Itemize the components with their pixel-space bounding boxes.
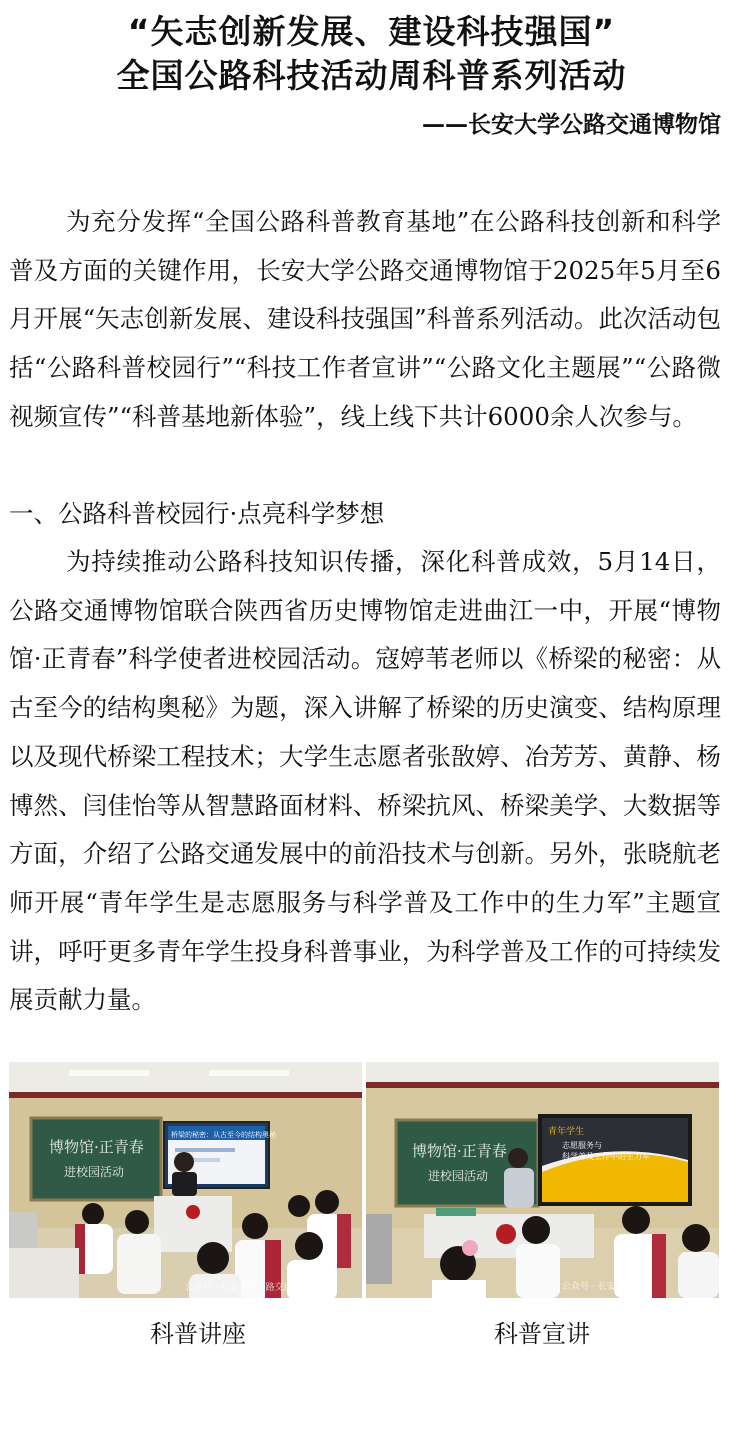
article-title-line2: 全国公路科技活动周科普系列活动 — [116, 56, 627, 95]
screen-text: 桥梁的秘密：从古至今的结构奥秘 — [171, 1131, 276, 1139]
board-text-2: 进校园活动 — [428, 1169, 489, 1183]
photo-lecture — [9, 1062, 362, 1298]
photo-caption-lecture: 科普讲座 — [150, 1320, 246, 1348]
article-title-line1: “矢志创新发展、建设科技强国” — [127, 12, 616, 51]
section-heading-1: 一、公路科普校园行·点亮科学梦想 — [9, 499, 385, 528]
photo-watermark: 公众号 · 长安大学公路交通博物馆 — [185, 1283, 320, 1293]
photo-watermark: 公众号 · 长安大学公 — [562, 1282, 643, 1292]
screen-text-3: 科学普及工作中的生力军 — [562, 1152, 650, 1161]
paragraph-campus-tour: 为持续推动公路科技知识传播，深化科普成效，5月14日，公路交通博物馆联合陕西省历史博物馆走进曲江一中，开展“博物馆·正青春”科学使者进校园活动。寇婷苇老师以《桥梁的秘密：从古至今的结构奥秘》为题，深入讲解了桥梁的历史演变、结构原理以及现代桥梁工程技术；大学生志愿者张敔婷、冶芳芳、黄静、杨博然、闫佳怡等从智慧路面材料、桥梁抗风、桥梁美学、大数据等方面，介绍了公路交通发展中的前沿技术与创新。另外，张晓航老师开展“青年学生是志愿服务与科学普及工作中的生力军”主题宣讲，呼吁更多青年学生投身科普事业，为科学普及工作的可持续发展贡献力量。 — [9, 547, 721, 1015]
board-text-1: 博物馆·正青春 — [49, 1138, 144, 1156]
paragraph-intro: 为充分发挥“全国公路科普教育基地”在公路科技创新和科学普及方面的关键作用，长安大学公路交通博物馆于2025年5月至6月开展“矢志创新发展、建设科技强国”科普系列活动。此次活动包括“公路科普校园行”“科技工作者宣讲”“公路文化主题展”“公路微视频宣传”“科普基地新体验”，线上线下共计6000余人次参与。 — [9, 207, 721, 431]
article-byline: ——长安大学公路交通博物馆 — [422, 112, 721, 138]
photo-talk — [366, 1062, 719, 1298]
board-text-1: 博物馆·正青春 — [412, 1142, 507, 1160]
screen-text-2: 志愿服务与 — [562, 1141, 602, 1150]
board-text-2: 进校园活动 — [64, 1165, 125, 1179]
photo-caption-talk: 科普宣讲 — [494, 1320, 590, 1348]
screen-text-1: 青年学生 — [548, 1127, 585, 1137]
